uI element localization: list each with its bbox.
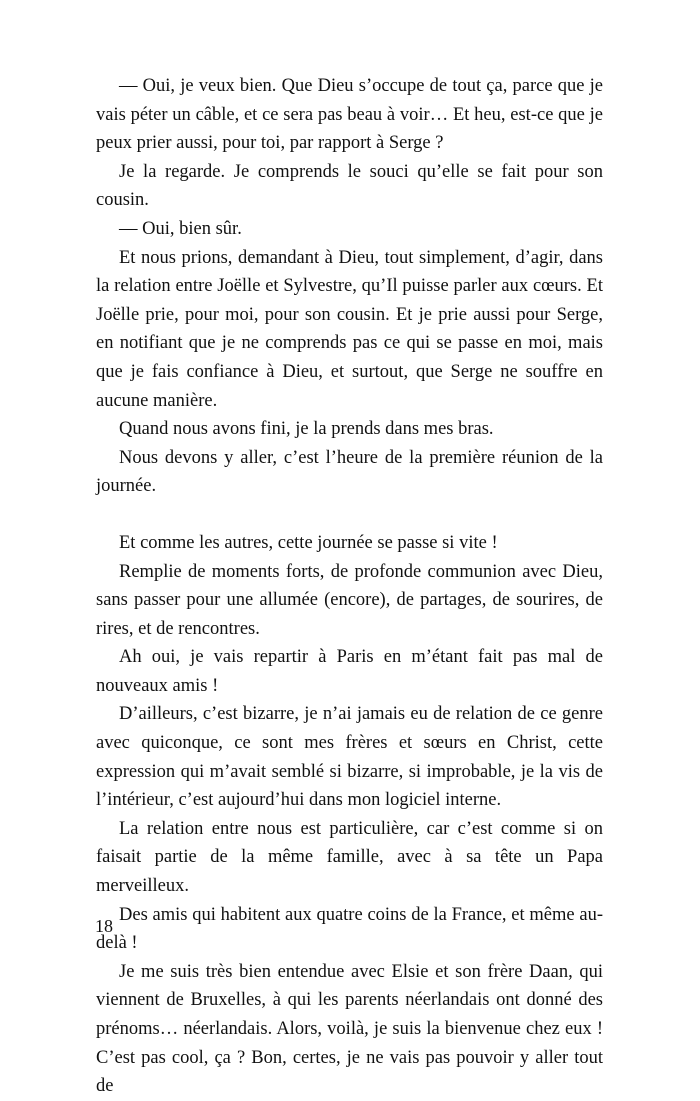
- page-body: [96, 72, 603, 1101]
- paragraph: — Oui, je veux bien. Que Dieu s’occupe de tout ça, parce que je vais péter un câble, et ce sera pas beau à voir… Et heu, est-ce que je peux prier aussi, pour toi, par rapport à Serge ?: [96, 76, 603, 154]
- paragraph: D’ailleurs, c’est bizarre, je n’ai jamais eu de relation de ce genre avec quiconque, ce sont mes frères et sœurs en Christ, cette expression qui m’avait semblé si bizarre, si improbable, je la vis de l’intérieur, c’est aujourd’hui dans mon logiciel interne.: [96, 704, 603, 811]
- paragraph: — Oui, bien sûr.: [119, 218, 242, 239]
- paragraph: Nous devons y aller, c’est l’heure de la première réunion de la journée.: [96, 447, 603, 497]
- paragraph: Ah oui, je vais repartir à Paris en m’étant fait pas mal de nouveaux amis !: [96, 647, 603, 696]
- paragraph: Je la regarde. Je comprends le souci qu’elle se fait pour son cousin.: [96, 161, 603, 211]
- paragraph: La relation entre nous est particulière, car c’est comme si on faisait partie de la même famille, avec à sa tête un Papa merveilleux.: [96, 818, 603, 897]
- section-break: [96, 501, 603, 529]
- paragraph: Quand nous avons fini, je la prends dans mes bras.: [119, 419, 494, 440]
- paragraph: Remplie de moments forts, de profonde communion avec Dieu, sans passer pour une allumée (encore), de partages, de sourires, de rires, et de rencontres.: [96, 561, 603, 639]
- page-number: 18: [95, 916, 113, 936]
- paragraph: Je me suis très bien entendue avec Elsie et son frère Daan, qui viennent de Bruxelles, à qui les parents néerlandais ont donné des prénoms… néerlandais. Alors, voilà, je suis la bienvenue chez eux ! C’est pas cool, ça ? Bon, certes, je ne vais pas pouvoir y aller tout de: [96, 961, 603, 1097]
- paragraph: Des amis qui habitent aux quatre coins de la France, et même au-delà !: [96, 904, 603, 954]
- paragraph: Et nous prions, demandant à Dieu, tout simplement, d’agir, dans la relation entre Joëlle et Sylvestre, qu’Il puisse parler aux cœurs. Et Joëlle prie, pour moi, pour son cousin. Et je prie aussi pour Serge, en notifiant que je ne comprends pas ce qui se passe en moi, mais que je fais confiance à Dieu, et surtout, que Serge ne souffre en aucune manière.: [96, 247, 603, 411]
- paragraph: Et comme les autres, cette journée se passe si vite !: [119, 532, 498, 553]
